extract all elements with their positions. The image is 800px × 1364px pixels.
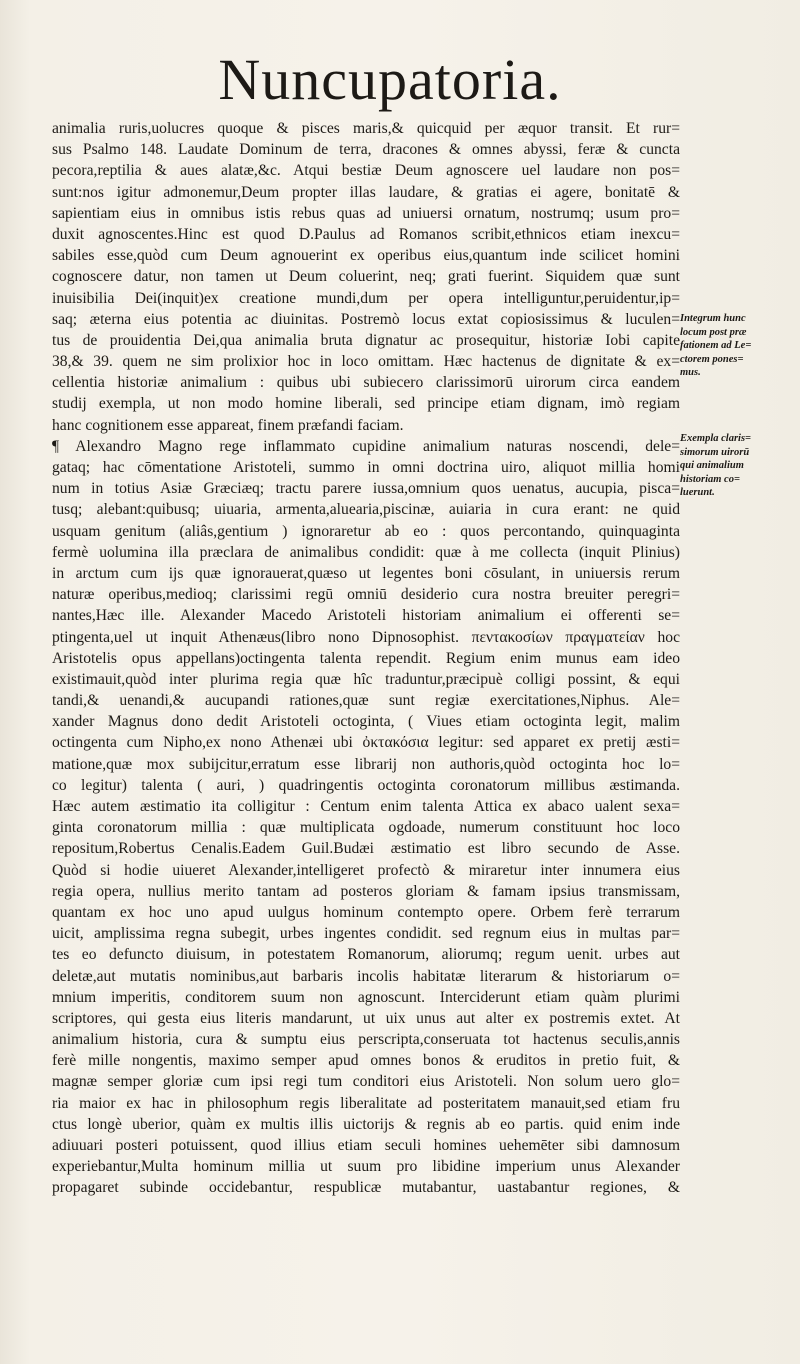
marginal-note-2 <box>680 432 800 500</box>
marginal-note-line: Integrum hunc <box>680 313 746 324</box>
text-line: cellentia historiæ animalium : quibus ubi subiecero clarissimorū uirorum circa eandem <box>52 374 680 392</box>
marginal-note-line: locum post præ <box>680 326 747 338</box>
text-line: sus Psalmo 148. Laudate Dominum de terra, dracones & omnes abyssi, feræ & cuncta <box>52 141 680 159</box>
text-line: usquam genitum (aliâs,gentium ) ignoraretur ab eo : quos percontando, quinquaginta <box>52 522 680 540</box>
text-line: propagaret subinde occidebantur, respublicæ mutabantur, uastabantur regiones, & <box>52 1179 680 1197</box>
marginal-note-line: historiam co= <box>680 473 740 485</box>
text-line: experiebantur,Multa hominum millia ut suum pro libidine imperium unus Alexander <box>52 1158 680 1176</box>
text-line: hanc cognitionem esse appareat, finem præfandi faciam. <box>52 416 404 434</box>
text-line: matione,quæ mox subijcitur,erratum esse librarij non authoris,quòd octoginta hoc lo= <box>52 755 680 773</box>
text-line: scriptores, qui gesta eius literis mandarunt, ut uix unus aut alter ex postremis extet. At <box>52 1009 680 1027</box>
text-line: inuisibilia Dei(inquit)ex creatione mundi,dum per opera intelliguntur,peruidentur,ip= <box>52 289 680 307</box>
text-line: nantes,Hæc ille. Alexander Macedo Aristoteli historiam animalium ei offerenti se= <box>52 607 680 625</box>
text-line: ctus longè uberior, quàm ex multis illis uictorijs & regnis ab eo partis. quid enim inde <box>52 1115 680 1133</box>
text-line: tus de prouidentia Dei,qua animalia bruta dignatur ac prosequitur, historiæ Iobi capite <box>52 331 680 349</box>
text-line: animalium historia, cura & sumptu eius perscripta,conseruata tot hactenus seculis,annis <box>52 1031 680 1049</box>
text-line: 38,& 39. quem ne sim prolixior hoc in loco omittam. Hæc hactenus de dignitate & ex= <box>52 353 680 371</box>
text-line: Aristotelis opus appellans)octingenta talenta rependit. Regium enim munus eam ideo <box>52 649 680 667</box>
text-line: studij exempla, ut non modo homine liberali, sed principe etiam dignam, imò regiam <box>52 395 680 413</box>
text-line: Hæc autem æstimatio ita colligitur : Centum enim talenta Attica ex abaco ualent sexa= <box>52 798 680 815</box>
marginal-note-line: ctorem pones= <box>680 353 744 365</box>
text-line: ferè mille nongentis, maximo semper apud omnes bonos & eruditos in pretio fuit, & <box>52 1052 680 1070</box>
marginal-note-line: mus. <box>680 367 701 378</box>
text-line: repositum,Robertus Cenalis.Eadem Guil.Budæi æstimatio est libro secundo de Asse. <box>52 840 680 858</box>
text-line: xander Magnus dono dedit Aristoteli octoginta, ( Viues etiam octoginta legit, malim <box>52 713 680 731</box>
marginal-note-line: luerunt. <box>680 487 715 498</box>
marginal-note-line: fationem ad Le= <box>680 340 752 351</box>
page-title: Nuncupatoria. <box>218 47 562 112</box>
marginal-note-1 <box>680 312 800 380</box>
text-line: mnium imperitis, conditorem suum non agnoscunt. Interciderunt etiam quàm plurimi <box>52 988 680 1006</box>
text-line: ginta coronatorum millia : quæ multiplicata ogdoade, numerum constituunt hoc loco <box>52 819 680 837</box>
text-line: naturæ operibus,medioq; clarissimi regū omniū desiderio cura nostra breuiter peregri= <box>52 586 680 604</box>
text-line: uicit, amplissima regna subegit, urbes ingentes condidit. sed regnum eius in multas par= <box>52 925 680 943</box>
text-line: sapientiam eius in omnibus istis rebus quas ad uniuersi ornatum, nostrumq; usum pro= <box>52 204 680 222</box>
text-line: existimauit,quòd inter plurima regia quæ hîc traduntur,præcipuè colligi possint, & equi <box>52 670 680 688</box>
text-line: fermè uolumina illa præclara de animalibus condidit: quæ à me collecta (inquit Plinius) <box>52 543 680 561</box>
text-line: saq; æterna eius potentia ac diuinitas. Postremò locus extat copiosissimus & luculen= <box>52 310 680 328</box>
text-line: sabiles esse,quòd cum Deum agnouerint ex operibus eius,quantum inde scilicet homini <box>52 247 680 265</box>
text-line: adiuuari posteri potuissent, quod illius etiam seculi homines uehemēter sibi damnosum <box>52 1137 680 1154</box>
marginal-note-line: simorum uirorū <box>680 446 750 458</box>
text-line: tandi,& uenandi,& aucupandi rationes,quæ sunt regiæ exercitationes,Niphus. Ale= <box>52 692 680 710</box>
text-line: pecora,reptilia & aues alatæ,&c. Atqui bestiæ Deum agnoscere uel laudare non pos= <box>52 162 680 180</box>
marginal-note-line: Exempla claris= <box>680 433 752 444</box>
text-line: in arctum cum ijs quæ ignorauerat,quæso ut legentes boni cōsulant, in uniuersis rerum <box>52 564 680 582</box>
marginal-note-line: qui animalium <box>680 460 744 471</box>
text-line: duxit agnoscentes.Hinc est quod D.Paulus ad Romanos scribit,ethnicos etiam inexcu= <box>52 225 680 243</box>
text-line: gataq; hac cōmentatione Aristoteli, summo in omni doctrina uiro, aliquot millia homi <box>52 459 680 476</box>
text-line: octingenta cum Nipho,ex nono Athenæi ubi ὀκτακόσια legitur: sed apparet ex pretij æsti= <box>52 734 680 752</box>
text-line: sunt:nos igitur admonemur,Deum propter illas laudare, & gratias ei agere, bonitatē & <box>52 183 680 201</box>
text-line: ¶ Alexandro Magno rege inflammato cupidine animalium naturas noscendi, dele= <box>52 437 680 455</box>
text-line: co legitur) talenta ( auri, ) quadringentis octoginta coronatorum millibus æstimanda. <box>52 776 680 794</box>
text-line: deletæ,aut mutatis nominibus,aut barbaris incolis habitatæ literarum & historiarum o= <box>52 967 680 985</box>
text-line: ptingenta,uel ut inquit Athenæus(libro nono Dipnosophist. πεντακοσίων πραγματείαν hoc <box>52 628 680 646</box>
text-line: animalia ruris,uolucres quoque & pisces maris,& quicquid per æquor transit. Et rur= <box>52 120 680 137</box>
text-line: quantam ex hoc uno apud uulgus hominum contempto opere. Orbem ferè terrarum <box>52 903 680 921</box>
text-line: cognoscere datur, non tamen ut Deum coluerint, neq; grati fuerint. Siquidem quæ sunt <box>52 268 680 286</box>
text-line: Quòd si hodie uiueret Alexander,intelligeret profectò & miraretur inter innumera eius <box>52 861 680 879</box>
text-line: ria maior ex hac in philosophum regis liberalitate ad posteritatem manauit,sed etiam fru <box>52 1094 680 1112</box>
text-line: num in totius Asiæ Græciæq; tractu parere iussa,omnium quos uenatus, aucupia, pisca= <box>52 480 680 498</box>
text-line: regia opera, nullius merito tantam ad posteros gloriam & famam ipsius transmissam, <box>52 882 680 900</box>
body-text <box>52 118 680 1199</box>
text-line: tusq; alebant:quibusq; uiuaria, armenta,aluearia,piscinæ, auiaria in cura erant: ne quid <box>52 501 680 519</box>
text-line: magnæ semper gloriæ cum ipsi regi tum conditori eius Aristoteli. Non solum uero glo= <box>52 1073 680 1091</box>
text-line: tes eo defuncto diuisum, in potestatem Romanorum, aliorumq; regum uenit. urbes aut <box>52 946 680 964</box>
